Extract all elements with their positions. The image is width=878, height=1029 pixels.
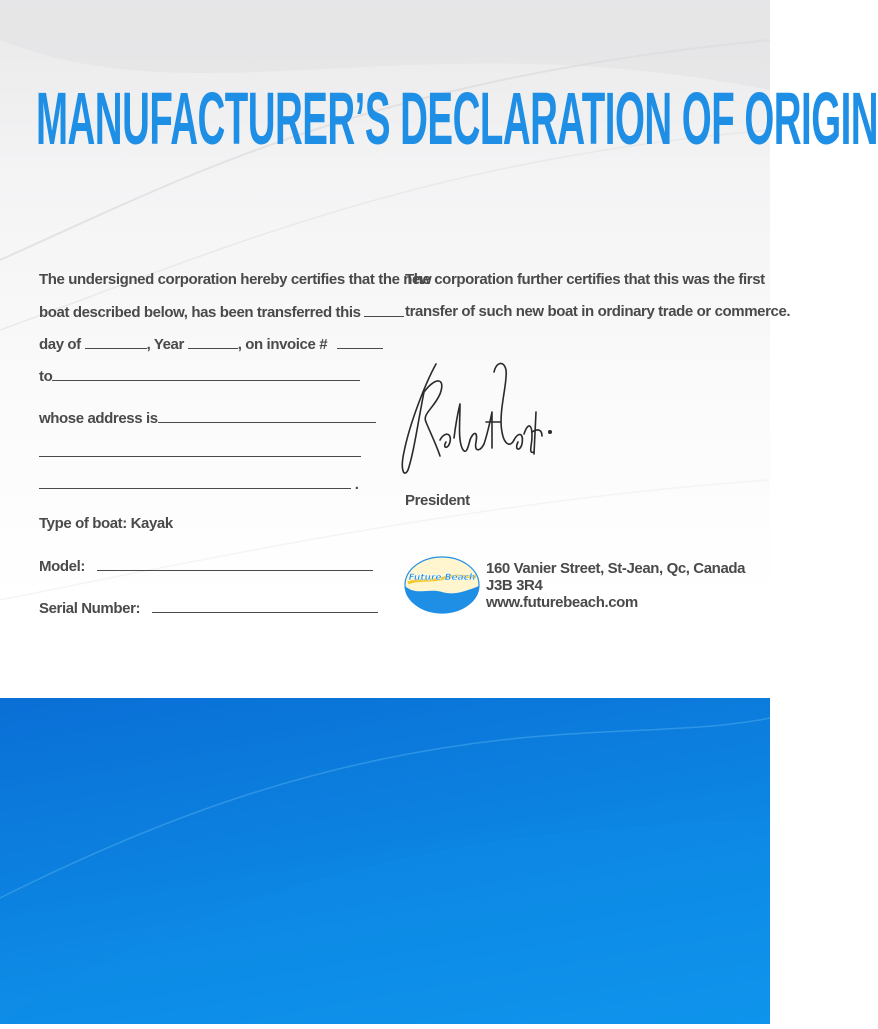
year-label: , Year [146,336,184,353]
day-year-invoice-line [39,334,383,354]
month-field[interactable] [85,334,147,349]
logo-text: Future Beach [408,573,476,583]
invoice-label: , on invoice # [237,336,328,353]
day-of-label: day of [39,336,81,353]
transfer-date-line [39,302,404,322]
serial-number-field[interactable] [152,598,378,613]
address-line-3 [39,474,359,494]
model-line [39,556,373,576]
serial-number-line [39,598,378,618]
recipient-line [39,366,360,386]
address-period: . [354,476,359,493]
company-website[interactable]: www.futurebeach.com [486,594,638,611]
further-certification-line1: The corporation further certifies that this was the first [405,271,765,288]
signer-title: President [405,492,470,509]
address-field-2[interactable] [39,442,361,457]
address-field-1[interactable] [158,408,376,423]
model-field[interactable] [97,556,373,571]
address-line-2 [39,442,361,462]
model-label: Model: [39,558,85,575]
serial-number-label: Serial Number: [39,600,141,617]
further-certification-line2: transfer of such new boat in ordinary trade or commerce. [405,303,791,320]
bottom-blue-band [0,698,770,1024]
address-field-3[interactable] [39,474,351,489]
year-field[interactable] [188,334,238,349]
document-title: MANUFACTURER’S DECLARATION OF ORIGIN [36,77,878,160]
to-label: to [39,368,53,385]
certification-text-line1: The undersigned corporation hereby certifies that the new [39,271,432,288]
invoice-number-field[interactable] [337,334,383,349]
address-label: whose address is [39,410,158,427]
boat-type-text: Type of boat: Kayak [39,515,173,532]
transfer-prefix-text: boat described below, has been transferred this [39,304,361,321]
president-signature [396,352,556,482]
address-line-1 [39,408,376,428]
day-number-field[interactable] [364,302,404,317]
band-wave-decoration [0,698,770,1024]
recipient-field[interactable] [52,366,360,381]
future-beach-logo [404,556,480,614]
company-address: 160 Vanier Street, St-Jean, Qc, Canada J3B 3R4 [486,560,746,594]
